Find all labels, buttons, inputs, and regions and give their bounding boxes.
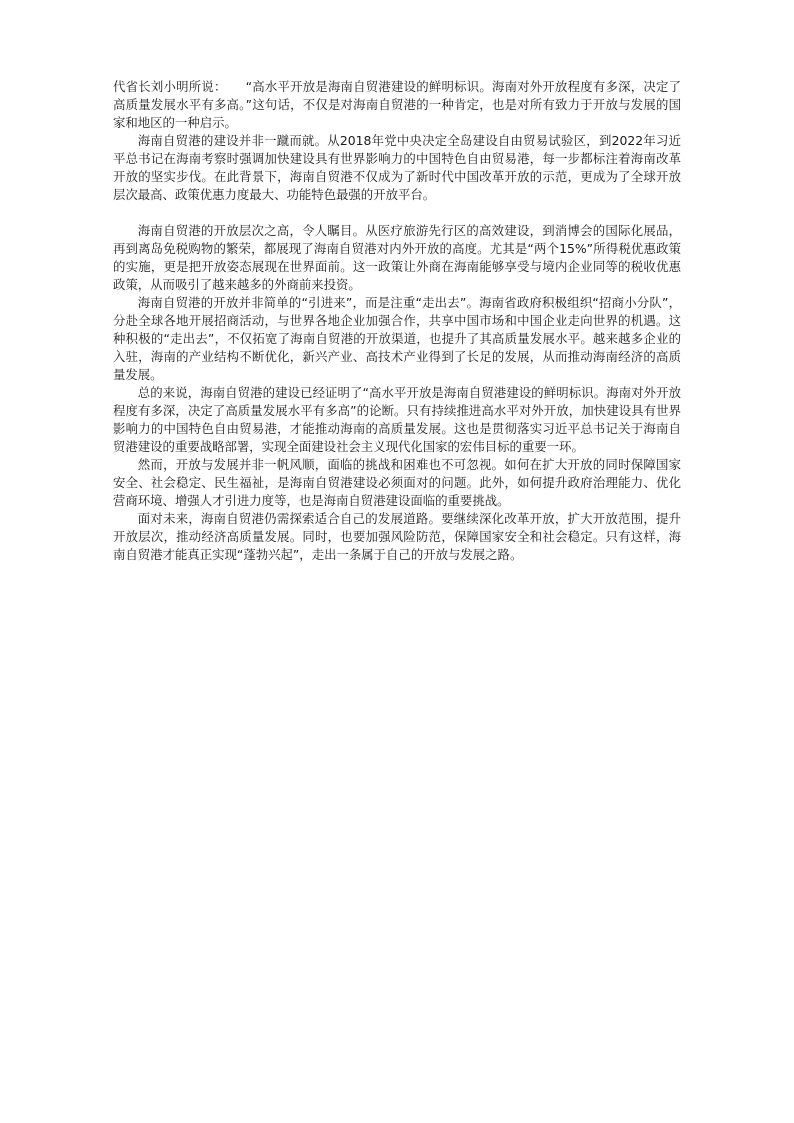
paragraph-construction-history: 海南自贸港的建设并非一蹴而就。从2018年党中央决定全岛建设自由贸易试验区，到2022年习近平总书记在海南考察时强调加快建设具有世界影响力的中国特色自由贸易港，每一步都标注着海南改革开放的坚实步伐。在此背景下，海南自贸港不仅成为了新时代中国改革开放的示范，更成为了全球开放层次最高、政策优惠力度最大、功能特色最强的开放平台。 xyxy=(113,133,681,202)
paragraph-summary: 总的来说，海南自贸港的建设已经证明了“高水平开放是海南自贸港建设的鲜明标识。海南对外开放程度有多深，决定了高质量发展水平有多高”的论断。只有持续推进高水平对外开放，加快建设具有世界影响力的中国特色自由贸易港，才能推动海南的高质量发展。这也是贯彻落实习近平总书记关于海南自贸港建设的重要战略部署，实现全面建设社会主义现代化国家的宏伟目标的重要一环。 xyxy=(113,385,681,454)
paragraph-future: 面对未来，海南自贸港仍需探索适合自己的发展道路。要继续深化改革开放，扩大开放范围，提升开放层次，推动经济高质量发展。同时，也要加强风险防范，保障国家安全和社会稳定。只有这样，海南自贸港才能真正实现“蓬勃兴起”，走出一条属于自己的开放与发展之路。 xyxy=(113,511,681,562)
paragraph-opening-quote: 代省长刘小明所说： “高水平开放是海南自贸港建设的鲜明标识。海南对外开放程度有多深，决定了高质量发展水平有多高。”这句话，不仅是对海南自贸港的一种肯定，也是对所有致力于开放与发展的国家和地区的一种启示。 xyxy=(113,79,681,130)
paragraph-going-global: 海南自贸港的开放并非简单的“引进来”，而是注重“走出去”。海南省政府积极组织“招商小分队”，分赴全球各地开展招商活动，与世界各地企业加强合作，共享中国市场和中国企业走向世界的机遇。这种积极的“走出去”，不仅拓宽了海南自贸港的开放渠道，也提升了其高质量发展水平。越来越多企业的入驻，海南的产业结构不断优化，新兴产业、高技术产业得到了长足的发展，从而推动海南经济的高质量发展。 xyxy=(113,295,681,382)
paragraph-challenges: 然而，开放与发展并非一帆风顺，面临的挑战和困难也不可忽视。如何在扩大开放的同时保障国家安全、社会稳定、民生福祉，是海南自贸港建设必须面对的问题。此外，如何提升政府治理能力、优化营商环境、增强人才引进力度等，也是海南自贸港建设面临的重要挑战。 xyxy=(113,457,681,508)
document-body xyxy=(113,78,681,564)
paragraph-opening-level: 海南自贸港的开放层次之高，令人瞩目。从医疗旅游先行区的高效建设，到消博会的国际化展品，再到离岛免税购物的繁荣，都展现了海南自贸港对内外开放的高度。尤其是“两个15%”所得税优惠政策的实施，更是把开放姿态展现在世界面前。这一政策让外商在海南能够享受与境内企业同等的税收优惠政策，从而吸引了越来越多的外商前来投资。 xyxy=(113,223,681,292)
